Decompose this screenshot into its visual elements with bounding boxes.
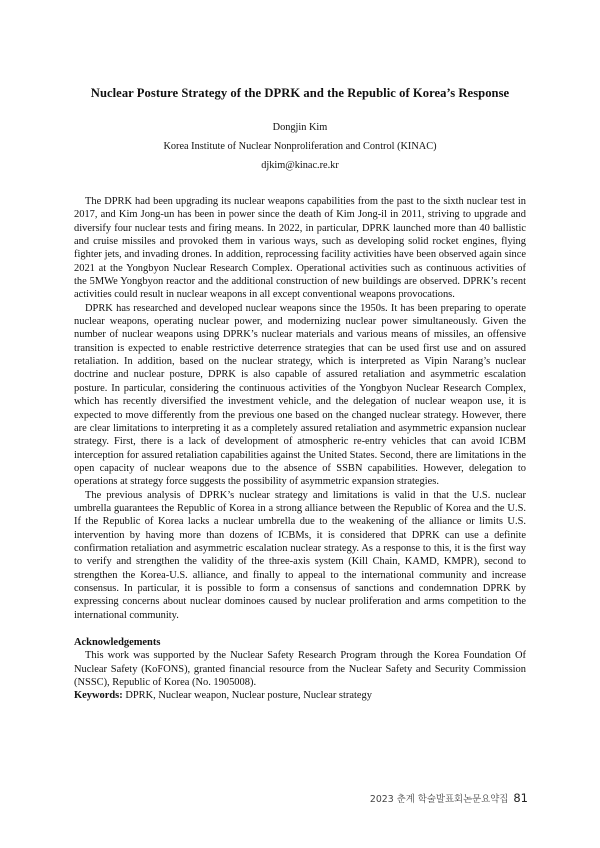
author-affiliation: Korea Institute of Nuclear Nonproliferation and Control (KINAC): [163, 141, 437, 152]
acknowledgements-body: This work was supported by the Nuclear Safety Research Program through the Korea Foundation Of Nuclear Safety (KoFONS), granted financial resource from the Nuclear Safety and Security Commission (NSSC), Republic of Korea (No. 1905008).: [74, 650, 526, 689]
keywords-text: DPRK, Nuclear weapon, Nuclear posture, Nuclear strategy: [122, 690, 372, 702]
paragraph-2: DPRK has researched and developed nuclear weapons since the 1950s. It has been preparing to operate nuclear weapons, operating nuclear power, and modernizing nuclear power simultaneously. Given the number of nuclear weapons using DPRK’s nuclear materials and various means of missiles, an offensive transition is expected to enable restrictive deterrence strategies that can be used first use and on assured retaliation. In addition, based on the nuclear strategy, which is interpreted as Vipin Narang’s nuclear doctrine and nuclear posture, DPRK is also capable of assured retaliation and asymmetric escalation posture. In particular, considering the continuous activities of the Yongbyon Nuclear Research Complex, which has recently diversified the investment vehicle, and the delegation of nuclear weapon use, it is expected to move differently from the previous one based on the changed nuclear strategy. However, there are clear limitations to interpreting it as a completely assured retaliation and asymmetric expansion nuclear strategy. First, there is a lack of development of atmospheric re-entry vehicles that can avoid ICBM interception for assured retaliation capabilities against the United States. Second, there are limitations in the open capacity of nuclear weapons due to the absence of SSBN capabilities. However, delegation to operations at strategy force suggests the possibility of asymmetric expansion strategies.: [74, 302, 526, 488]
page-number: 81: [513, 791, 528, 805]
keywords-label: Keywords:: [74, 690, 123, 702]
keywords-line: [74, 689, 526, 702]
paper-title: Nuclear Posture Strategy of the DPRK and the Republic of Korea’s Response: [90, 86, 510, 100]
proceedings-label: 2023 춘계 학술발표회논문요약집: [369, 794, 509, 805]
paragraph-1: The DPRK had been upgrading its nuclear weapons capabilities from the past to the sixth nuclear test in 2017, and Kim Jong-un has been in power since the death of Kim Jong-il in 2011, striving to upgrade and diversify four nuclear tests and firing means. In 2022, in particular, DPRK launched more than 40 ballistic and cruise missiles and provoked them in various ways, such as developing solid rocket engines, flying fighter jets, and invading drones. In addition, reprocessing facility activities have been observed again since 2021 at the Yongbyon Nuclear Research Complex. Operational activities such as continuous activities of the 5MWe Yongbyon reactor and the additional construction of new buildings are observed. DPRK’s recent activities could result in nuclear weapons in all except conventional weapons provocations.: [74, 196, 526, 301]
author-name: Dongjin Kim: [272, 122, 328, 133]
author-email: djkim@kinac.re.kr: [261, 160, 339, 171]
page-footer: [370, 791, 528, 805]
paragraph-3: The previous analysis of DPRK’s nuclear strategy and limitations is valid in that the U.S. nuclear umbrella guarantees the Republic of Korea in a strong alliance between the Republic of Korea and the U.S. If the Republic of Korea lacks a nuclear umbrella due to the weakening of the alliance or limits U.S. intervention by having more than dozens of ICBMs, it is considered that DPRK can use a definite confirmation retaliation and asymmetric escalation nuclear strategy. As a response to this, it is the first way to verify and strengthen the validity of the three-axis system (Kill Chain, KAMD, KMPR), second to strengthen the Korea-U.S. alliance, and finally to appeal to the international community and increase consensus. In particular, it is possible to form a consensus of sanctions and condemnation DPRK by expressing concerns about nuclear dominoes caused by nuclear proliferation and arms competition to the international community.: [74, 489, 526, 621]
acknowledgements-heading: Acknowledgements: [74, 637, 161, 648]
abstract-body: [74, 195, 526, 703]
